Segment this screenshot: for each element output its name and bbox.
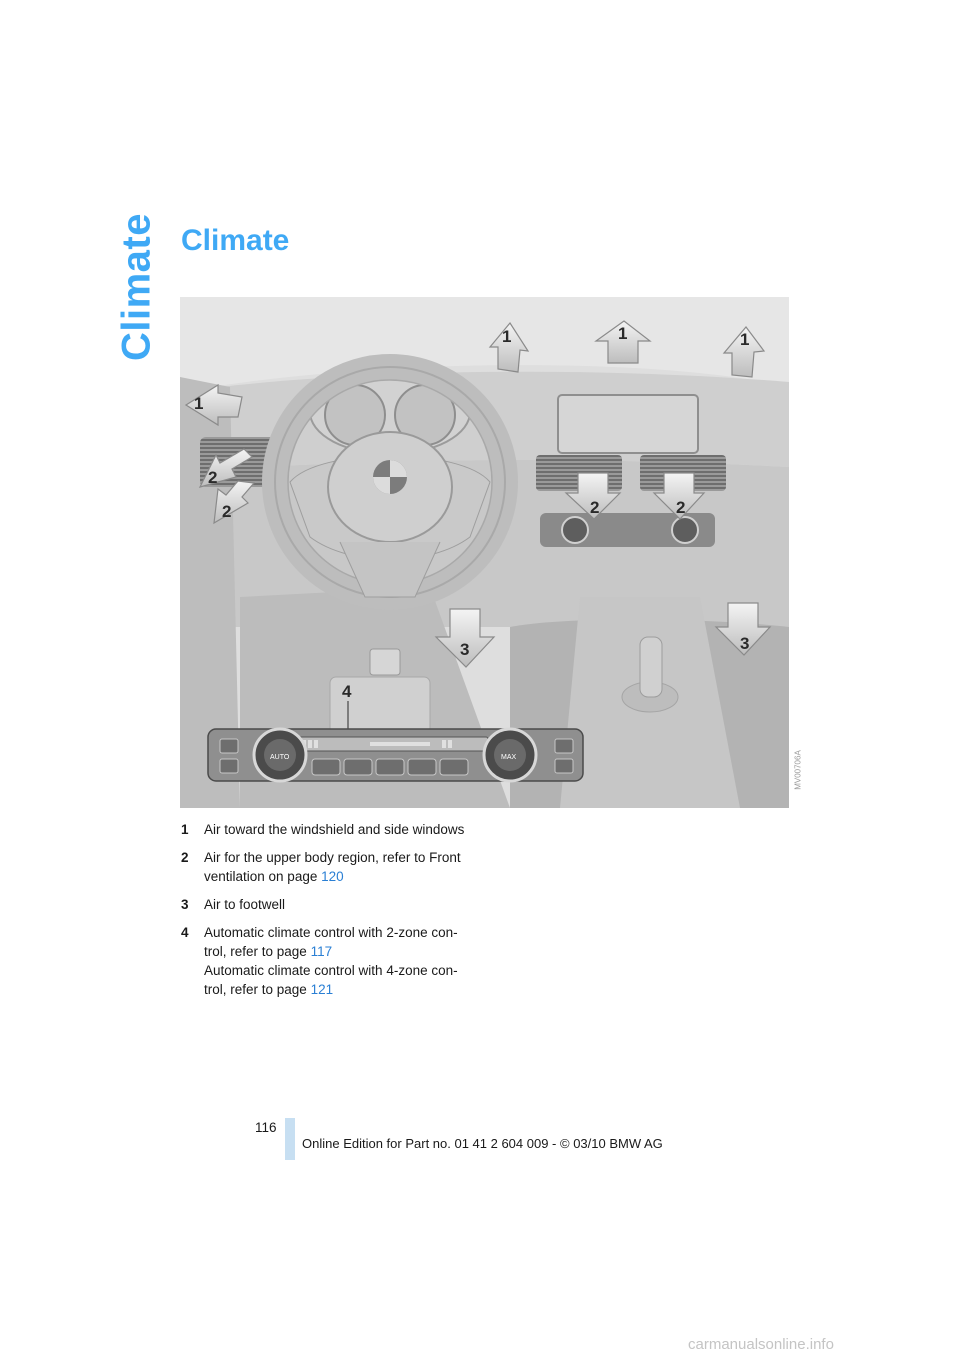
knob-label-max: MAX xyxy=(501,754,517,761)
legend-text: Air toward the windshield and side windows xyxy=(204,822,465,837)
footer-accent-bar xyxy=(285,1118,295,1160)
legend-item xyxy=(181,923,491,999)
dashboard-illustration xyxy=(180,297,789,808)
legend-number: 4 xyxy=(181,925,189,940)
callout-2-b: 2 xyxy=(222,502,232,521)
legend-text: ventilation on page xyxy=(204,869,322,884)
legend-item xyxy=(181,848,491,886)
callout-1-a: 1 xyxy=(502,327,512,346)
chapter-side-tab xyxy=(112,213,162,361)
callout-1-b: 1 xyxy=(618,324,628,343)
site-watermark: carmanualsonline.info xyxy=(688,1336,834,1353)
page-title: Climate xyxy=(181,224,290,257)
legend-text: Automatic climate control with 4-zone con- xyxy=(204,963,458,978)
callout-3-b: 3 xyxy=(740,634,750,653)
figure-code xyxy=(791,735,805,805)
footer-edition-note: Online Edition for Part no. 01 41 2 604 009 - © 03/10 BMW AG xyxy=(302,1136,663,1151)
callout-1-d: 1 xyxy=(194,394,204,413)
page-ref-link[interactable]: 121 xyxy=(310,982,334,997)
callout-4: 4 xyxy=(342,682,352,701)
legend-text: Air for the upper body region, refer to Front xyxy=(204,850,461,865)
legend-text: Air to footwell xyxy=(204,897,286,912)
callout-3-a: 3 xyxy=(460,640,470,659)
callout-2-a: 2 xyxy=(208,468,218,487)
legend-number: 1 xyxy=(181,822,189,837)
legend-list xyxy=(181,820,491,1008)
callout-2-c: 2 xyxy=(590,498,600,517)
callout-1-c: 1 xyxy=(740,330,750,349)
chapter-side-tab-label: Climate xyxy=(114,213,159,361)
legend-text: Automatic climate control with 2-zone con- xyxy=(204,925,458,940)
legend-number: 3 xyxy=(181,897,189,912)
knob-label-auto: AUTO xyxy=(270,754,290,761)
page-ref-link[interactable]: 117 xyxy=(310,944,333,959)
legend-item xyxy=(181,895,491,914)
page-ref-link[interactable]: 120 xyxy=(321,869,344,884)
callout-2-d: 2 xyxy=(676,498,686,517)
legend-item xyxy=(181,820,491,839)
page-number: 116 xyxy=(255,1120,277,1135)
legend-text: trol, refer to page xyxy=(204,982,311,997)
legend-number: 2 xyxy=(181,850,189,865)
legend-text: trol, refer to page xyxy=(204,944,311,959)
figure-code-label: MV00706A xyxy=(793,750,803,790)
